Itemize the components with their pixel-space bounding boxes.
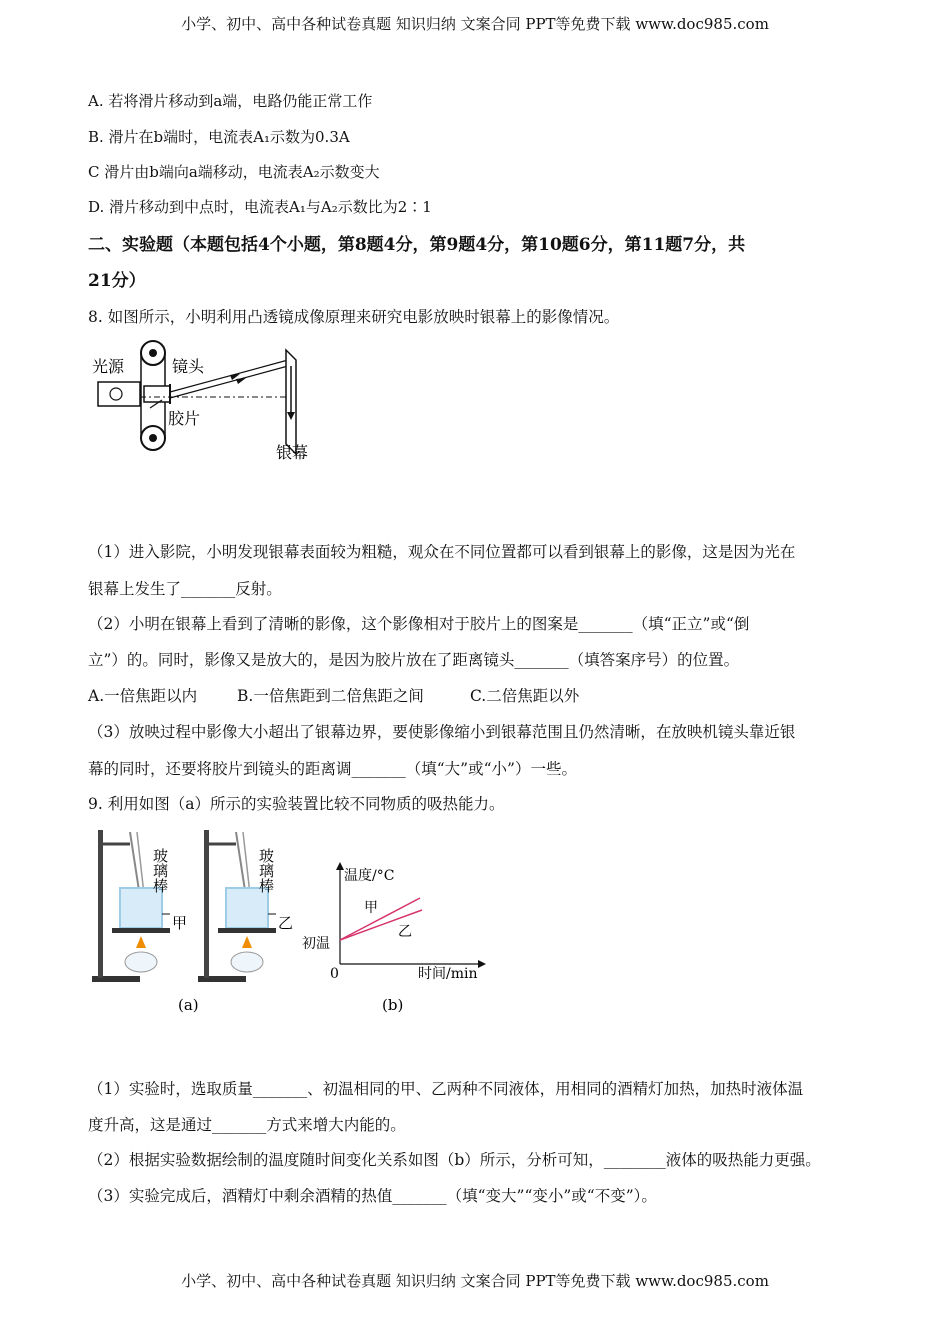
option-d: D. 滑片移动到中点时，电流表A₁与A₂示数比为2∶1 (88, 198, 432, 216)
lens-tube (144, 386, 170, 402)
q9-part2: （2）根据实验数据绘制的温度随时间变化关系如图（b）所示，分析可知，________液体的吸热能力更强。 (88, 1151, 821, 1169)
option-b: B. 滑片在b端时，电流表A₁示数为0.3A (88, 128, 350, 146)
temperature-graph (300, 860, 490, 1016)
q8-part3-line2: 幕的同时，还要将胶片到镜头的距离调_______（填“大”或“小”）一些。 (88, 760, 577, 778)
heating-apparatus-figure (90, 826, 300, 1016)
q9-part1-line1: （1）实验时，选取质量_______、初温相同的甲、乙两种不同液体，用相同的酒精灯加热，加热时液体温 (88, 1080, 804, 1098)
q9-stem: 9. 利用如图（a）所示的实验装置比较不同物质的吸热能力。 (88, 795, 505, 813)
graph-origin: 0 (330, 966, 339, 982)
q9-part1-line2: 度升高，这是通过_______方式来增大内能的。 (88, 1116, 406, 1134)
section-title-line2: 21分） (88, 271, 146, 291)
label-rod-left: 玻璃棒 (151, 848, 169, 893)
alcohol-lamp (125, 952, 157, 972)
label-lens: 镜头 (172, 357, 205, 376)
option-c: C 滑片由b端向a端移动，电流表A₂示数变大 (88, 163, 380, 181)
graph-label-jia: 甲 (364, 900, 378, 916)
label-liquid-yi: 乙 (278, 914, 294, 932)
q8-stem: 8. 如图所示，小明利用凸透镜成像原理来研究电影放映时银幕上的影像情况。 (88, 308, 620, 326)
q8-part1-line1: （1）进入影院，小明发现银幕表面较为粗糙，观众在不同位置都可以看到银幕上的影像，这是因为光在 (88, 543, 796, 561)
q9-part3: （3）实验完成后，酒精灯中剩余酒精的热值_______（填“变大”“变小”或“不变”）。 (88, 1187, 657, 1205)
flame-icon (136, 936, 146, 948)
q8-choice-b: B.一倍焦距到二倍焦距之间 (237, 687, 424, 705)
q8-choice-c: C.二倍焦距以外 (470, 687, 580, 705)
label-film: 胶片 (168, 409, 201, 428)
q8-part2-line1: （2）小明在银幕上看到了清晰的影像，这个影像相对于胶片上的图案是_______（填“正立”或“倒 (88, 615, 750, 633)
caption-a: (a) (178, 996, 199, 1014)
q8-part3-line1: （3）放映过程中影像大小超出了银幕边界，要使影像缩小到银幕范围且仍然清晰，在放映机镜头靠近银 (88, 723, 796, 741)
flame-icon (242, 936, 252, 948)
bulb-icon (110, 388, 122, 400)
beaker-left (120, 888, 162, 928)
q8-choice-a: A.一倍焦距以内 (88, 687, 198, 705)
option-a: A. 若将滑片移动到a端，电路仍能正常工作 (88, 92, 373, 110)
label-rod-right: 玻璃棒 (257, 848, 275, 893)
graph-xlabel: 时间/min (418, 966, 478, 982)
caption-b: (b) (382, 996, 404, 1014)
graph-label-yi: 乙 (398, 924, 412, 940)
label-light-source: 光源 (92, 357, 125, 376)
label-screen: 银幕 (276, 443, 309, 462)
label-liquid-jia: 甲 (172, 914, 188, 932)
q8-part2-line2: 立”）的。同时，影像又是放大的，是因为胶片放在了距离镜头_______（填答案序号）的位置。 (88, 651, 740, 669)
graph-initial-temp: 初温 (302, 936, 330, 952)
graph-ylabel: 温度/°C (344, 868, 395, 884)
q8-part1-line2: 银幕上发生了_______反射。 (88, 580, 282, 598)
beaker-right (226, 888, 268, 928)
projector-figure (90, 338, 330, 468)
alcohol-lamp (231, 952, 263, 972)
page-footer: 小学、初中、高中各种试卷真题 知识归纳 文案合同 PPT等免费下载 www.doc985.com (181, 1272, 769, 1290)
section-title-line1: 二、实验题（本题包括4个小题，第8题4分，第9题4分，第10题6分，第11题7分，共 (88, 235, 746, 255)
page-header: 小学、初中、高中各种试卷真题 知识归纳 文案合同 PPT等免费下载 www.doc985.com (181, 15, 769, 33)
